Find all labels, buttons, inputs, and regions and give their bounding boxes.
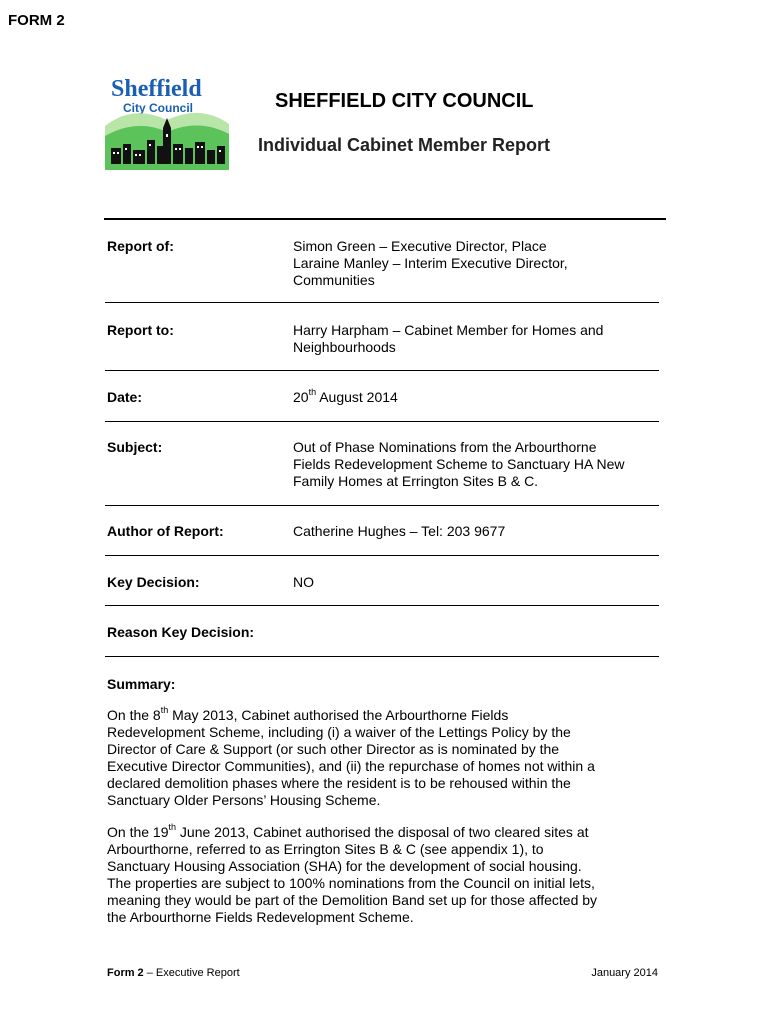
council-logo (103, 74, 231, 170)
report-of-value: Simon Green – Executive Director, Place Laraine Manley – Interim Executive Director, Communities (293, 238, 568, 288)
divider (105, 605, 659, 606)
report-to-label: Report to: (107, 322, 174, 338)
author-label: Author of Report: (107, 523, 224, 539)
divider (105, 505, 659, 506)
summary-paragraph-1: On the 8th May 2013, Cabinet authorised the Arbourthorne Fields Redevelopment Scheme, including (i) a waiver of the Lettings Policy by the Director of Care & Support (or such other Director as is nominated by the Executive Director Communities), and (ii) the repurchase of homes not within a declared demolition phases where the resident is to be rehoused within the Sanctuary Older Persons’ Housing Scheme. (107, 705, 595, 808)
summary-heading: Summary: (107, 676, 176, 692)
report-type-title: Individual Cabinet Member Report (258, 135, 551, 155)
form-label: FORM 2 (8, 12, 65, 29)
svg-text:City Council: City Council (123, 101, 194, 115)
key-decision-label: Key Decision: (107, 574, 200, 590)
summary-paragraph-2: On the 19th June 2013, Cabinet authorised the disposal of two cleared sites at Arbourthorne, referred to as Errington Sites B & C (see appendix 1), to Sanctuary Housing Association (SHA) for the development of social housing. The properties are subject to 100% nominations from the Council on initial lets, meaning they would be part of the Demolition Band set up for those affected by the Arbourthorne Fields Redevelopment Scheme. (107, 822, 598, 925)
date-value: 20th August 2014 (293, 387, 398, 405)
divider (105, 370, 659, 371)
header-divider (104, 218, 666, 220)
reason-key-decision-label: Reason Key Decision: (107, 624, 255, 640)
report-to-value: Harry Harpham – Cabinet Member for Homes and Neighbourhoods (293, 322, 604, 355)
footer-date: January 2014 (591, 967, 658, 979)
report-of-label: Report of: (107, 238, 174, 254)
divider (105, 302, 659, 303)
date-label: Date: (107, 389, 143, 405)
divider (105, 421, 659, 422)
subject-value: Out of Phase Nominations from the Arbourthorne Fields Redevelopment Scheme to Sanctuary HA New Family Homes at Errington Sites B & C. (293, 439, 625, 489)
divider (105, 656, 659, 657)
divider (105, 555, 659, 556)
footer-form-label: Form 2 – Executive Report (107, 967, 240, 979)
svg-text:Sheffield: Sheffield (111, 76, 202, 102)
council-title: SHEFFIELD CITY COUNCIL (275, 90, 534, 112)
key-decision-value: NO (293, 574, 314, 590)
author-value: Catherine Hughes – Tel: 203 9677 (293, 523, 506, 539)
subject-label: Subject: (107, 439, 163, 455)
